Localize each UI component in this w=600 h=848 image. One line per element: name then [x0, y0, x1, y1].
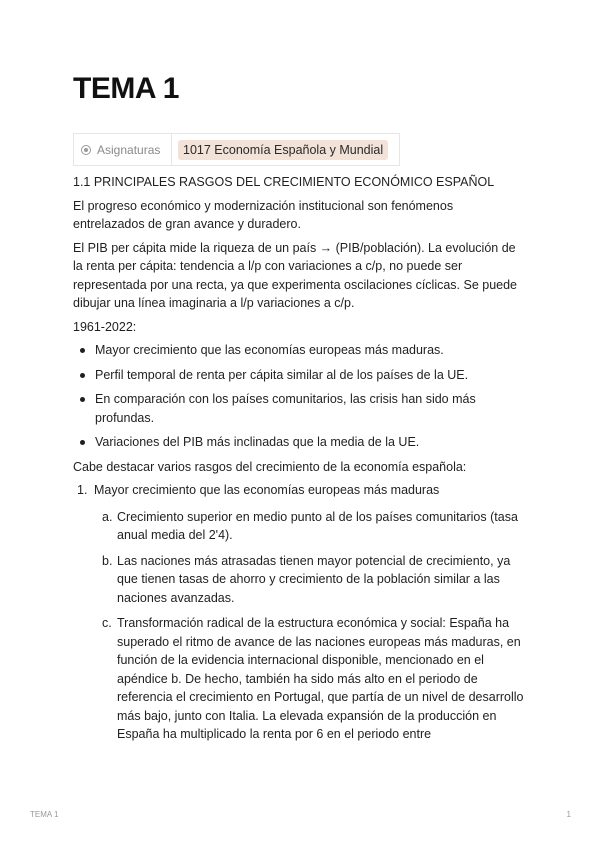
sub-item-letter: a.	[102, 509, 113, 524]
sub-item	[96, 614, 525, 744]
paragraph: 1961-2022:	[73, 319, 137, 334]
subject-tag[interactable]: 1017 Economía Española y Mundial	[178, 140, 388, 160]
property-key-label: Asignaturas	[97, 142, 161, 157]
property-key	[74, 134, 172, 165]
sub-item-letter: b.	[102, 553, 113, 568]
paragraph: Cabe destacar varios rasgos del crecimiento de la economía española:	[73, 459, 467, 474]
property-row	[73, 133, 400, 166]
bullet-item: En comparación con los países comunitarios, las crisis han sido más profundas.	[73, 390, 525, 427]
page-title: TEMA 1	[73, 72, 179, 105]
sub-item-text: Crecimiento superior en medio punto al de los países comunitarios (tasa anual media del 2'4).	[117, 509, 518, 542]
item-text: Mayor crecimiento que las economías europeas más maduras	[94, 483, 440, 497]
footer-title: TEMA 1	[30, 810, 59, 819]
sub-item	[96, 508, 525, 545]
bullet-item: Variaciones del PIB más inclinadas que la media de la UE.	[73, 433, 525, 452]
page-number: 1	[566, 810, 571, 819]
sub-item-text: Las naciones más atrasadas tienen mayor potencial de crecimiento, ya que tienen tasas de ahorro y crecimiento de la población similar a las naciones avanzadas.	[117, 553, 511, 605]
property-icon	[81, 145, 91, 155]
sub-item-text: Transformación radical de la estructura económica y social: España ha superado el ritmo de avance de las naciones europeas más maduras, en función de la evidencia internacional disponible, mencionado en el apéndice b. De hecho, también ha sido más alto en el periodo de referencia el crecimiento en Portugal, que partía de un nivel de desarrollo más bajo, junto con Italia. La elevada expansión de la producción en España ha multiplicado la renta por 6 en el periodo entre	[117, 616, 524, 741]
bullet-item: Perfil temporal de renta per cápita similar al de los países de la UE.	[73, 366, 525, 385]
section-heading: 1.1 PRINCIPALES RASGOS DEL CRECIMIENTO ECONÓMICO ESPAÑOL	[73, 175, 495, 189]
document-body	[73, 173, 525, 751]
sub-item-letter: c.	[102, 616, 112, 630]
bullet-item: Mayor crecimiento que las economías europeas más maduras.	[73, 341, 525, 360]
sub-list	[94, 508, 525, 744]
paragraph: El PIB per cápita mide la riqueza de un país → (PIB/población). La evolución de la renta per cápita: tendencia a l/p con variaciones a c/p, no puede ser representada por una recta, ya que experimenta oscilaciones cíclicas. Se puede dibujar una línea imaginaria a l/p variaciones a c/p.	[73, 240, 518, 310]
sub-item	[96, 552, 525, 608]
paragraph: El progreso económico y modernización institucional son fenómenos entrelazados de gran avance y duradero.	[73, 198, 454, 231]
item-number: 1.	[77, 483, 88, 497]
property-value	[172, 134, 399, 165]
bullet-list	[73, 341, 525, 452]
numbered-item	[73, 481, 525, 744]
